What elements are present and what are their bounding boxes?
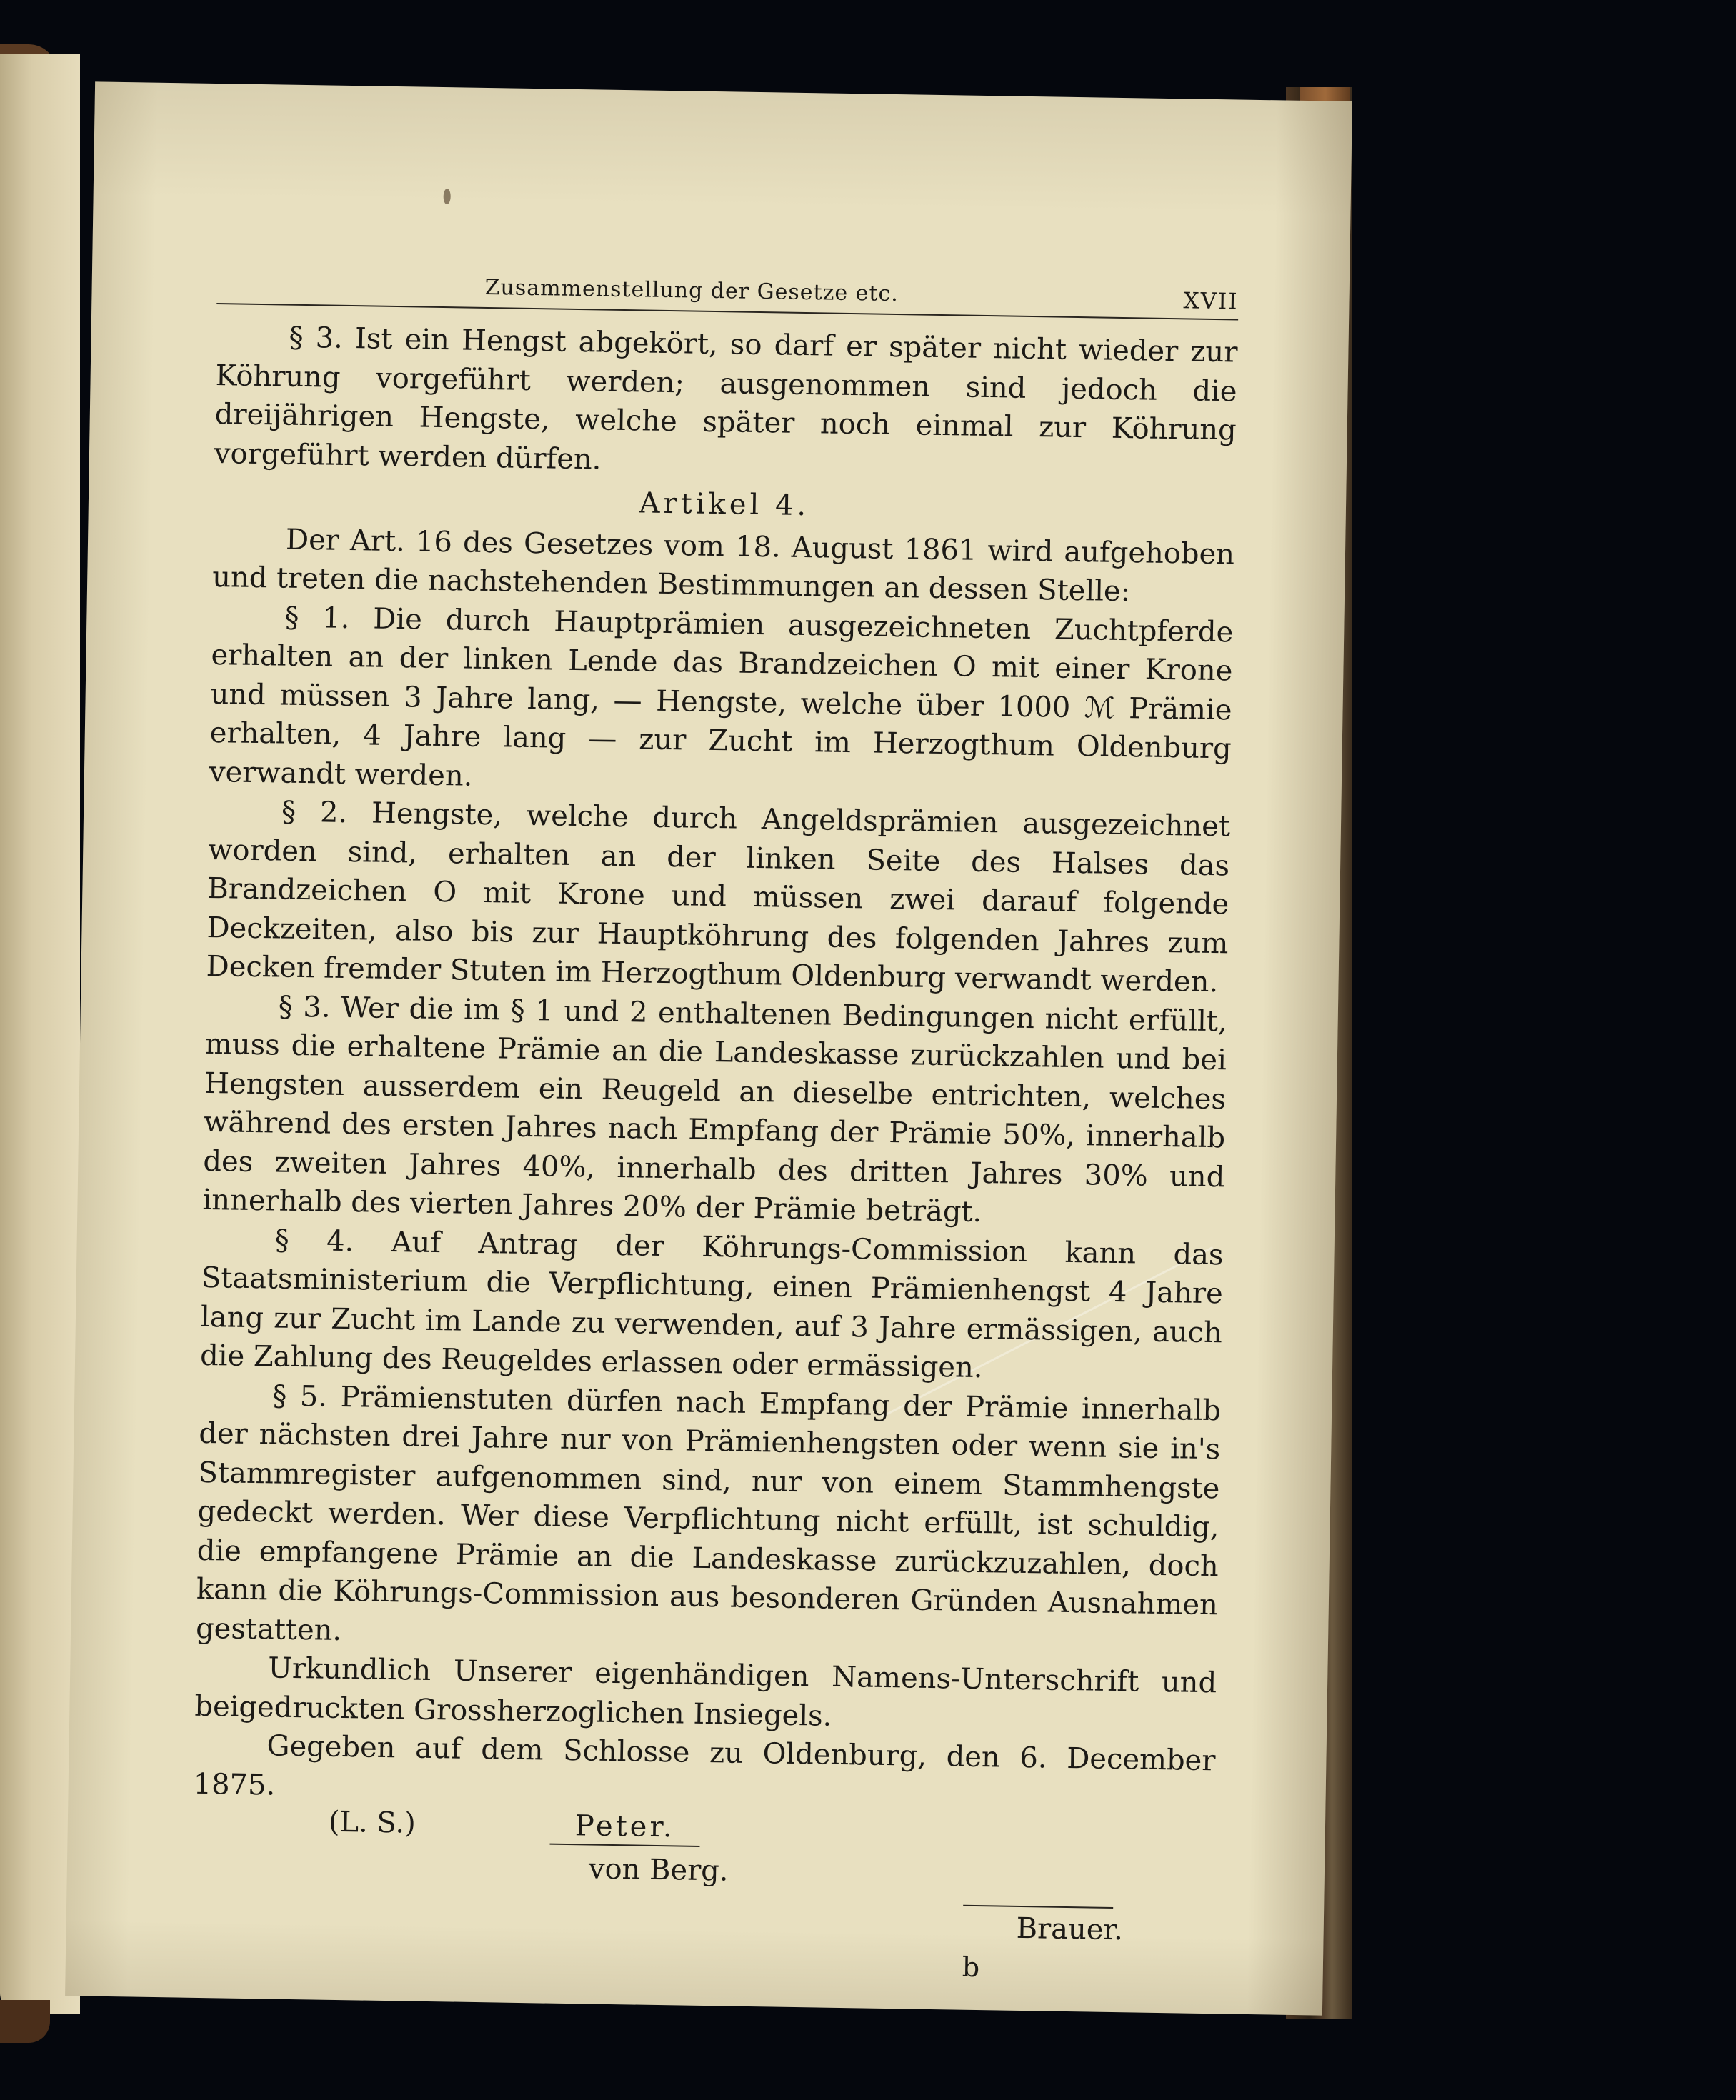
signature-rule	[963, 1905, 1113, 1909]
paragraph-section-3-koehrung: § 3. Ist ein Hengst abgekört, so darf er später nicht wieder zur Köhrung vorgeführt werden; ausgenommen sind jedoch die dreijährigen Hengste, welche später noch einmal zur Köhrung vorgeführt werden dürfen.	[214, 321, 1238, 476]
sovereign-signature: Peter.	[549, 1809, 700, 1847]
signature-block	[190, 1804, 1214, 2005]
paragraph-attestation: Urkundlich Unserer eigenhändigen Namens-Unterschrift und beigedruckten Grossherzoglichen Insiegels.	[194, 1651, 1217, 1733]
body-text	[193, 317, 1238, 1819]
seal-mark: (L. S.)	[328, 1805, 416, 1840]
paragraph-section-4: § 4. Auf Antrag der Köhrungs-Commission kann das Staatsministerium die Verpflichtung, einen Prämienhengst 4 Jahre lang zur Zucht im Lande zu verwenden, auf 3 Jahre ermässigen, auch die Zahlung des Reugeldes erlassen oder ermässigen.	[199, 1223, 1224, 1385]
cover-corner-bottom	[0, 2000, 50, 2043]
paragraph-section-3: § 3. Wer die im § 1 und 2 enthaltenen Bedingungen nicht erfüllt, muss die erhaltene Prämie an die Landeskasse zurückzahlen und bei Hengsten ausserdem ein Reugeld an dieselbe entrichten, welches während des ersten Jahres nach Empfang der Prämie 50%, innerhalb des zweiten Jahres 40%, innerhalb des dritten Jahres 30% und innerhalb des vierten Jahres 20% der Prämie beträgt.	[202, 990, 1228, 1229]
previous-page-edge	[0, 54, 80, 2014]
paragraph-article-intro: Der Art. 16 des Gesetzes vom 18. August 1861 wird aufgehoben und treten die nachstehenden Bestimmungen an dessen Stelle:	[211, 523, 1235, 609]
minister-signature-1: von Berg.	[588, 1852, 729, 1888]
book-page	[65, 81, 1352, 2015]
paragraph-section-5: § 5. Prämienstuten dürfen nach Empfang der Prämie innerhalb der nächsten drei Jahre nur von Prämienhengsten oder wenn sie in's Stammregister aufgenommen sind, nur von einem Stammhengste gedeckt werden. Wer diese Verpflichtung nicht erfüllt, ist schuldig, die empfangene Prämie an die Landeskasse zurückzuzahlen, doch kann die Köhrungs-Commission aus besonderen Gründen Ausnahmen gestatten.	[195, 1379, 1222, 1647]
paragraph-section-1: § 1. Die durch Hauptprämien ausgezeichneten Zuchtpferde erhalten an der linken Lende das Brandzeichen O mit einer Krone und müssen 3 Jahre lang, — Hengste, welche über 1000 ℳ Prämie erhalten, 4 Jahre lang — zur Zucht im Herzogthum Oldenburg verwandt werden.	[209, 601, 1234, 793]
paragraph-section-2: § 2. Hengste, welche durch Angeldsprämien ausgezeichnet worden sind, erhalten an der linken Seite des Halses das Brandzeichen O mit Krone und müssen zwei darauf folgende Deckzeiten, also bis zur Hauptköhrung des folgenden Jahres zum Decken fremder Stuten im Herzogthum Oldenburg verwandt werden.	[206, 795, 1231, 999]
article-heading: Artikel 4.	[639, 486, 810, 523]
page-number: XVII	[1183, 288, 1239, 315]
running-head-title: Zusammenstellung der Gesetze etc.	[484, 274, 899, 307]
ink-spot	[444, 189, 451, 204]
page-content	[190, 266, 1239, 2005]
running-head	[216, 266, 1239, 320]
minister-signature-2: Brauer.	[1016, 1911, 1124, 1947]
paragraph-date-place: Gegeben auf dem Schlosse zu Oldenburg, den 6. December 1875.	[193, 1729, 1216, 1802]
sheet-signature: b	[962, 1951, 980, 1984]
